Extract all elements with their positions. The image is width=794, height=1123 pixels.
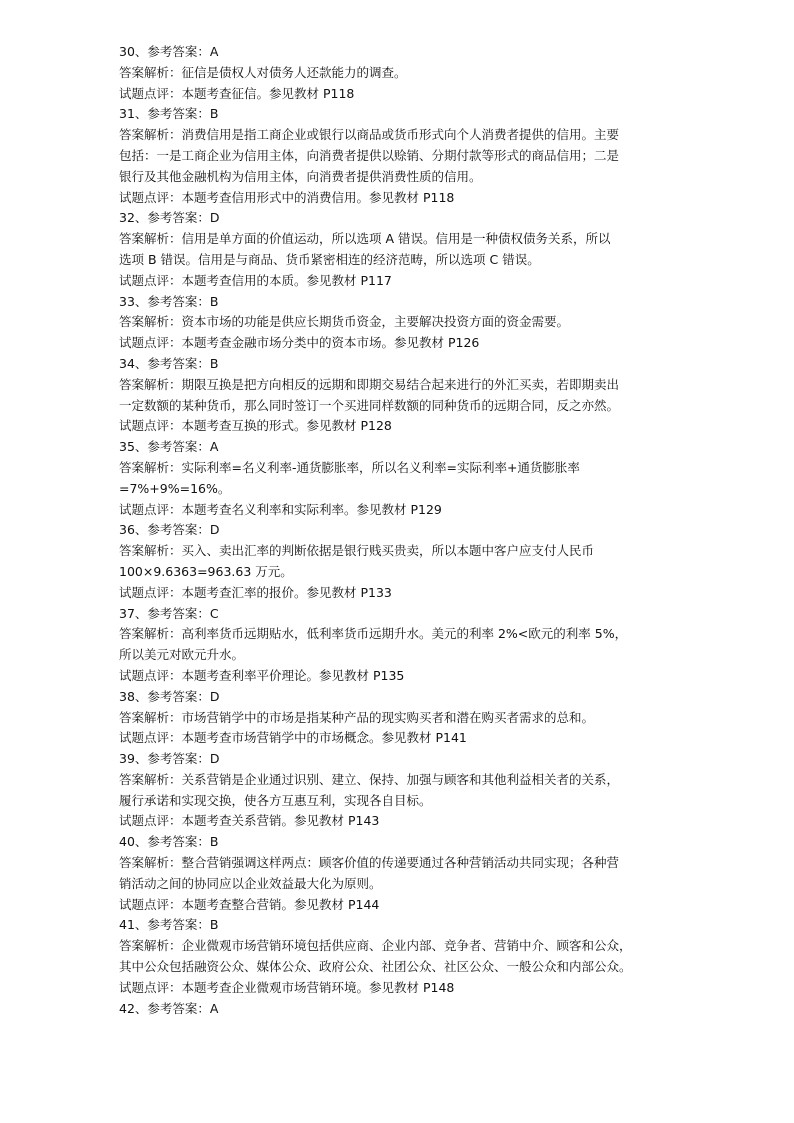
answer-item xyxy=(119,208,679,291)
explanation-line: 答案解析：企业微观市场营销环境包括供应商、企业内部、竞争者、营销中介、顾客和公众， xyxy=(119,938,632,954)
explanation-line: =7%+9%=16%。 xyxy=(119,480,231,496)
explanation-line: 选项 B 错误。信用是与商品、货币紧密相连的经济范畴，所以选项 C 错误。 xyxy=(119,251,540,267)
answer-item xyxy=(119,604,679,687)
explanation-line: 答案解析：期限互换是把方向相反的远期和即期交易结合起来进行的外汇买卖，若即期卖出 xyxy=(119,376,620,392)
explanation-line: 答案解析：实际利率=名义利率-通货膨胀率，所以名义利率=实际利率+通货膨胀率 xyxy=(119,459,580,475)
explanation-line: 销活动之间的协同应以企业效益最大化为原则。 xyxy=(119,875,382,891)
answer-item xyxy=(119,999,679,1020)
explanation-line: 答案解析：关系营销是企业通过识别、建立、保持、加强与顾客和其他利益相关者的关系， xyxy=(119,771,620,787)
comment-line: 试题点评：本题考查名义利率和实际利率。参见教材 P129 xyxy=(119,501,442,517)
explanation-line: 答案解析：买入、卖出汇率的判断依据是银行贱买贵卖，所以本题中客户应支付人民币 xyxy=(119,543,595,559)
answer-line: 32、参考答案：D xyxy=(119,210,220,226)
answer-line: 35、参考答案：A xyxy=(119,439,219,455)
explanation-line: 履行承诺和实现交换，使各方互惠互利，实现各自目标。 xyxy=(119,792,432,808)
answer-line: 40、参考答案：B xyxy=(119,834,219,850)
comment-line: 试题点评：本题考查互换的形式。参见教材 P128 xyxy=(119,418,392,434)
explanation-line: 答案解析：征信是债权人对债务人还款能力的调查。 xyxy=(119,64,407,80)
explanation-line: 答案解析：消费信用是指工商企业或银行以商品或货币形式向个人消费者提供的信用。主要 xyxy=(119,127,620,143)
explanation-line: 其中公众包括融资公众、媒体公众、政府公众、社团公众、社区公众、一般公众和内部公众。 xyxy=(119,959,632,975)
answer-line: 42、参考答案：A xyxy=(119,1000,219,1016)
comment-line: 试题点评：本题考查市场营销学中的市场概念。参见教材 P141 xyxy=(119,730,467,746)
answer-line: 37、参考答案：C xyxy=(119,605,219,621)
comment-line: 试题点评：本题考查汇率的报价。参见教材 P133 xyxy=(119,584,392,600)
answer-line: 30、参考答案：A xyxy=(119,44,219,59)
comment-line: 试题点评：本题考查金融市场分类中的资本市场。参见教材 P126 xyxy=(119,335,480,351)
comment-line: 试题点评：本题考查整合营销。参见教材 P144 xyxy=(119,896,380,912)
explanation-line: 答案解析：信用是单方面的价值运动，所以选项 A 错误。信用是一种债权债务关系，所以 xyxy=(119,231,611,247)
explanation-line: 答案解析：高利率货币远期贴水，低利率货币远期升水。美元的利率 2%<欧元的利率 5%， xyxy=(119,626,628,642)
answer-line: 31、参考答案：B xyxy=(119,106,219,122)
answer-document xyxy=(119,42,679,1019)
answer-item xyxy=(119,292,679,354)
answer-item xyxy=(119,437,679,520)
answer-item xyxy=(119,687,679,749)
comment-line: 试题点评：本题考查信用形式中的消费信用。参见教材 P118 xyxy=(119,189,455,205)
answer-item xyxy=(119,354,679,437)
explanation-line: 答案解析：整合营销强调这样两点：顾客价值的传递要通过各种营销活动共同实现；各种营 xyxy=(119,855,620,871)
answer-line: 36、参考答案：D xyxy=(119,522,220,538)
answer-item xyxy=(119,915,679,998)
explanation-line: 答案解析：资本市场的功能是供应长期货币资金，主要解决投资方面的资金需要。 xyxy=(119,314,570,330)
answer-line: 34、参考答案：B xyxy=(119,355,219,371)
comment-line: 试题点评：本题考查信用的本质。参见教材 P117 xyxy=(119,272,392,288)
explanation-line: 银行及其他金融机构为信用主体，向消费者提供消费性质的信用。 xyxy=(119,168,482,184)
comment-line: 试题点评：本题考查征信。参见教材 P118 xyxy=(119,85,355,101)
comment-line: 试题点评：本题考查利率平价理论。参见教材 P135 xyxy=(119,667,405,683)
answer-item xyxy=(119,104,679,208)
explanation-line: 100×9.6363=963.63 万元。 xyxy=(119,563,293,579)
answer-line: 33、参考答案：B xyxy=(119,293,219,309)
explanation-line: 所以美元对欧元升水。 xyxy=(119,647,245,663)
answer-item xyxy=(119,832,679,915)
answer-item xyxy=(119,749,679,832)
answer-line: 38、参考答案：D xyxy=(119,688,220,704)
comment-line: 试题点评：本题考查企业微观市场营销环境。参见教材 P148 xyxy=(119,979,455,995)
answer-line: 39、参考答案：D xyxy=(119,751,220,767)
explanation-line: 包括：一是工商企业为信用主体，向消费者提供以赊销、分期付款等形式的商品信用；二是 xyxy=(119,147,620,163)
answer-item xyxy=(119,520,679,603)
explanation-line: 一定数额的某种货币，那么同时签订一个买进同样数额的同种货币的远期合同，反之亦然。 xyxy=(119,397,620,413)
answer-item xyxy=(119,42,679,104)
explanation-line: 答案解析：市场营销学中的市场是指某种产品的现实购买者和潜在购买者需求的总和。 xyxy=(119,709,595,725)
comment-line: 试题点评：本题考查关系营销。参见教材 P143 xyxy=(119,813,380,829)
answer-line: 41、参考答案：B xyxy=(119,917,219,933)
